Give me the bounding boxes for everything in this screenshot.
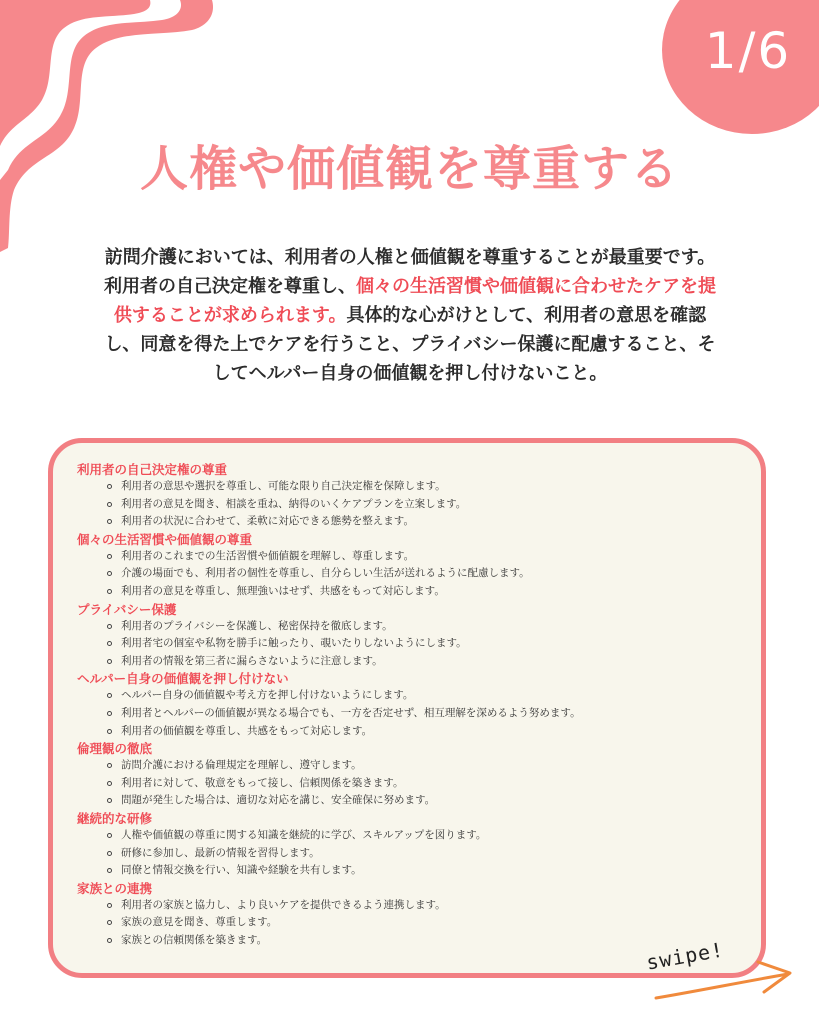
list-item-text: 利用者のプライバシーを保護し、秘密保持を徹底します。	[121, 619, 393, 632]
list-item	[77, 845, 745, 863]
list-item-text: 利用者の状況に合わせて、柔軟に対応できる態勢を整えます。	[121, 515, 414, 528]
list-item-text: 介護の場面でも、利用者の個性を尊重し、自分らしい生活が送れるように配慮します。	[121, 567, 530, 580]
list-item	[77, 565, 745, 583]
list-item	[77, 687, 745, 705]
list-item-text: 家族との信頼関係を築きます。	[121, 933, 268, 946]
list-item-text: 利用者の家族と協力し、より良いケアを提供できるよう連携します。	[121, 898, 446, 911]
section-title: 倫理観の徹底	[77, 741, 153, 757]
list-item	[77, 932, 745, 950]
list-item-text: 利用者に対して、敬意をもって接し、信頼関係を築きます。	[121, 776, 404, 789]
section-items	[77, 478, 745, 531]
list-item	[77, 618, 745, 636]
circle-bullet-icon	[107, 519, 112, 524]
circle-bullet-icon	[107, 484, 112, 489]
section-items	[77, 687, 745, 740]
circle-bullet-icon	[107, 711, 112, 716]
list-item	[77, 775, 745, 793]
list-item-text: 利用者の意思や選択を尊重し、可能な限り自己決定権を保障します。	[121, 480, 446, 492]
list-item	[77, 478, 745, 496]
list-item	[77, 792, 745, 810]
circle-bullet-icon	[107, 571, 112, 576]
circle-bullet-icon	[107, 851, 112, 856]
section-title: 家族との連携	[77, 880, 153, 896]
list-item	[77, 705, 745, 723]
list-item	[77, 897, 745, 915]
list-item-text: 人権や価値観の尊重に関する知識を継続的に学び、スキルアップを図ります。	[121, 828, 487, 841]
circle-bullet-icon	[107, 502, 112, 507]
section-items	[77, 827, 745, 880]
list-item-text: ヘルパー自身の価値観や考え方を押し付けないようにします。	[121, 689, 414, 702]
section-items	[77, 618, 745, 671]
list-item	[77, 862, 745, 880]
circle-bullet-icon	[107, 554, 112, 559]
list-item	[77, 653, 745, 671]
section-items	[77, 548, 745, 601]
content-card	[48, 438, 766, 978]
list-item	[77, 548, 745, 566]
list-item-text: 利用者のこれまでの生活習慣や価値観を理解し、尊重します。	[121, 549, 415, 562]
list-item	[77, 583, 745, 601]
circle-bullet-icon	[107, 938, 112, 943]
circle-bullet-icon	[107, 589, 112, 594]
section-title: ヘルパー自身の価値観を押し付けない	[77, 671, 289, 687]
list-item-text: 利用者とヘルパーの価値観が異なる場合でも、一方を否定せず、相互理解を深めるよう努めます。	[121, 706, 581, 719]
circle-bullet-icon	[107, 781, 112, 786]
list-item	[77, 914, 745, 932]
circle-bullet-icon	[107, 868, 112, 873]
circle-bullet-icon	[107, 729, 112, 734]
list-item-text: 利用者の意見を聞き、相談を重ね、納得のいくケアプランを立案します。	[121, 497, 467, 510]
list-item	[77, 496, 745, 514]
list-item-text: 利用者宅の個室や私物を勝手に触ったり、覗いたりしないようにします。	[121, 637, 467, 650]
list-item	[77, 723, 745, 741]
circle-bullet-icon	[107, 693, 112, 698]
section-title: プライバシー保護	[77, 601, 177, 617]
list-item	[77, 827, 745, 845]
intro-paragraph	[100, 243, 720, 388]
section-items	[77, 757, 745, 810]
list-item	[77, 757, 745, 775]
list-item	[77, 635, 745, 653]
list-item	[77, 513, 745, 531]
intro-text-part1: 訪問介護においては、利用者の人権と価値観を尊重することが最重要です。利用者の自己決定権を尊重し、	[104, 247, 716, 297]
list-item-text: 研修に参加し、最新の情報を習得します。	[121, 846, 320, 859]
section-items	[77, 897, 745, 950]
circle-bullet-icon	[107, 833, 112, 838]
list-item-text: 利用者の情報を第三者に漏らさないように注意します。	[121, 654, 383, 667]
list-item-text: 利用者の価値観を尊重し、共感をもって対応します。	[121, 724, 373, 737]
section-list	[77, 461, 745, 949]
list-item-text: 訪問介護における倫理規定を理解し、遵守します。	[121, 759, 362, 772]
circle-bullet-icon	[107, 763, 112, 768]
intro-text-part2: 具体的な心がけとして、利用者の意思を確認し、同意を得た上でケアを行うこと、プライバシー保護に配慮すること、そしてヘルパー自身の価値観を押し付けないこと。	[104, 305, 716, 384]
section-title: 個々の生活習慣や価値観の尊重	[77, 531, 253, 547]
list-item-text: 同僚と情報交換を行い、知識や経験を共有します。	[121, 864, 362, 877]
circle-bullet-icon	[107, 641, 112, 646]
circle-bullet-icon	[107, 903, 112, 908]
section-title: 利用者の自己決定権の尊重	[77, 462, 228, 477]
circle-bullet-icon	[107, 920, 112, 925]
list-item-text: 問題が発生した場合は、適切な対応を講じ、安全確保に努めます。	[121, 794, 436, 807]
swipe-label: swipe!	[644, 937, 726, 975]
page-indicator: 1/6	[704, 22, 792, 80]
section-title: 継続的な研修	[77, 810, 153, 826]
page-title: 人権や価値観を尊重する	[139, 141, 679, 197]
circle-bullet-icon	[107, 659, 112, 664]
list-item-text: 家族の意見を聞き、尊重します。	[121, 916, 278, 929]
list-item-text: 利用者の意見を尊重し、無理強いはせず、共感をもって対応します。	[121, 584, 445, 597]
circle-bullet-icon	[107, 624, 112, 629]
swipe-arrow-icon	[652, 958, 802, 1008]
circle-bullet-icon	[107, 798, 112, 803]
intro-highlight: 個々の生活習慣や価値観に合わせたケアを提供することが求められます。	[113, 276, 716, 326]
